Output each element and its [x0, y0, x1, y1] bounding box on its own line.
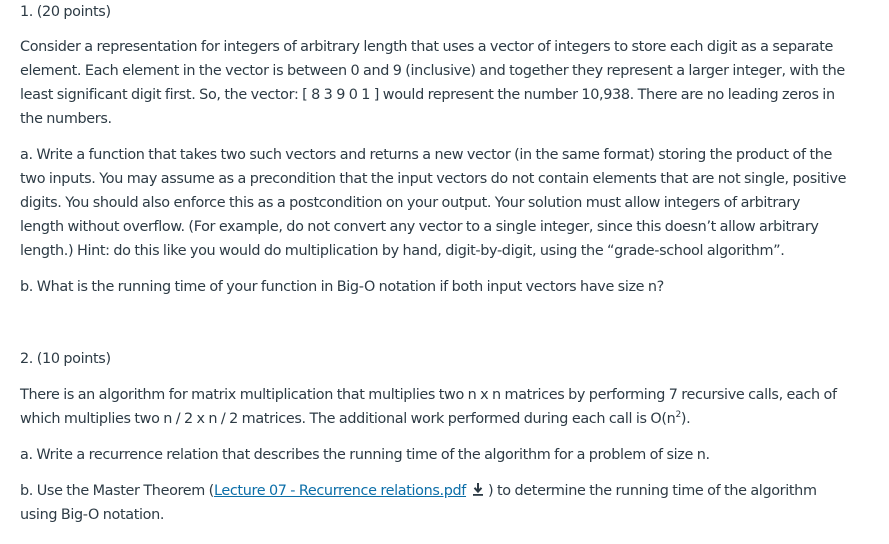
q2-part-b-line: using Big-O notation.	[20, 507, 165, 523]
q2-intro-line	[20, 407, 872, 431]
q1-part-a-line: length.) Hint: do this like you would do multiplication by hand, digit-by-digit, using the “grade-school algorithm”.	[20, 243, 785, 259]
q2-part-a: a. Write a recurrence relation that describes the running time of the algorithm for a problem of size n.	[20, 447, 710, 463]
download-icon[interactable]	[472, 480, 484, 493]
q2-part-b-text: b. Use the Master Theorem (	[20, 483, 214, 499]
q2-header: 2. (10 points)	[20, 351, 111, 367]
q2-intro	[20, 383, 872, 431]
q1-part-a	[20, 143, 872, 263]
q2-part-b-line	[20, 479, 872, 503]
q2-part-b-text: ) to determine the running time of the algorithm	[488, 483, 817, 499]
q1-intro	[20, 35, 872, 131]
q1-part-a-line: two inputs. You may assume as a precondition that the input vectors do not contain elements that are not single, positive	[20, 171, 847, 187]
q2-intro-line: There is an algorithm for matrix multiplication that multiplies two n x n matrices by performing 7 recursive calls, each of	[20, 387, 837, 403]
q1-part-a-line: a. Write a function that takes two such vectors and returns a new vector (in the same format) storing the product of the	[20, 147, 833, 163]
lecture-file-link[interactable]: Lecture 07 - Recurrence relations.pdf	[213, 483, 467, 499]
q2-intro-text: ).	[680, 411, 691, 427]
q1-intro-line: Consider a representation for integers of arbitrary length that uses a vector of integers to store each digit as a separate	[20, 39, 834, 55]
q2-intro-text: which multiplies two n / 2 x n / 2 matrices. The additional work performed during each call is O(n	[20, 411, 676, 427]
q1-part-b: b. What is the running time of your function in Big-O notation if both input vectors have size n?	[20, 279, 664, 295]
q2-part-b	[20, 479, 872, 527]
q1-header: 1. (20 points)	[20, 4, 111, 20]
q1-intro-line: the numbers.	[20, 111, 112, 127]
q1-part-a-line: digits. You should also enforce this as a postcondition on your output. Your solution must allow integers of arbitrary	[20, 195, 801, 211]
q1-intro-line: least significant digit first. So, the vector: [ 8 3 9 0 1 ] would represent the number 10,938. There are no leading zeros in	[20, 87, 835, 103]
q1-part-a-line: length without overflow. (For example, do not convert any vector to a single integer, since this doesn’t allow arbitrary	[20, 219, 819, 235]
q1-intro-line: element. Each element in the vector is between 0 and 9 (inclusive) and together they represent a larger integer, with the	[20, 63, 845, 79]
q2-exponent: 2	[675, 410, 681, 420]
